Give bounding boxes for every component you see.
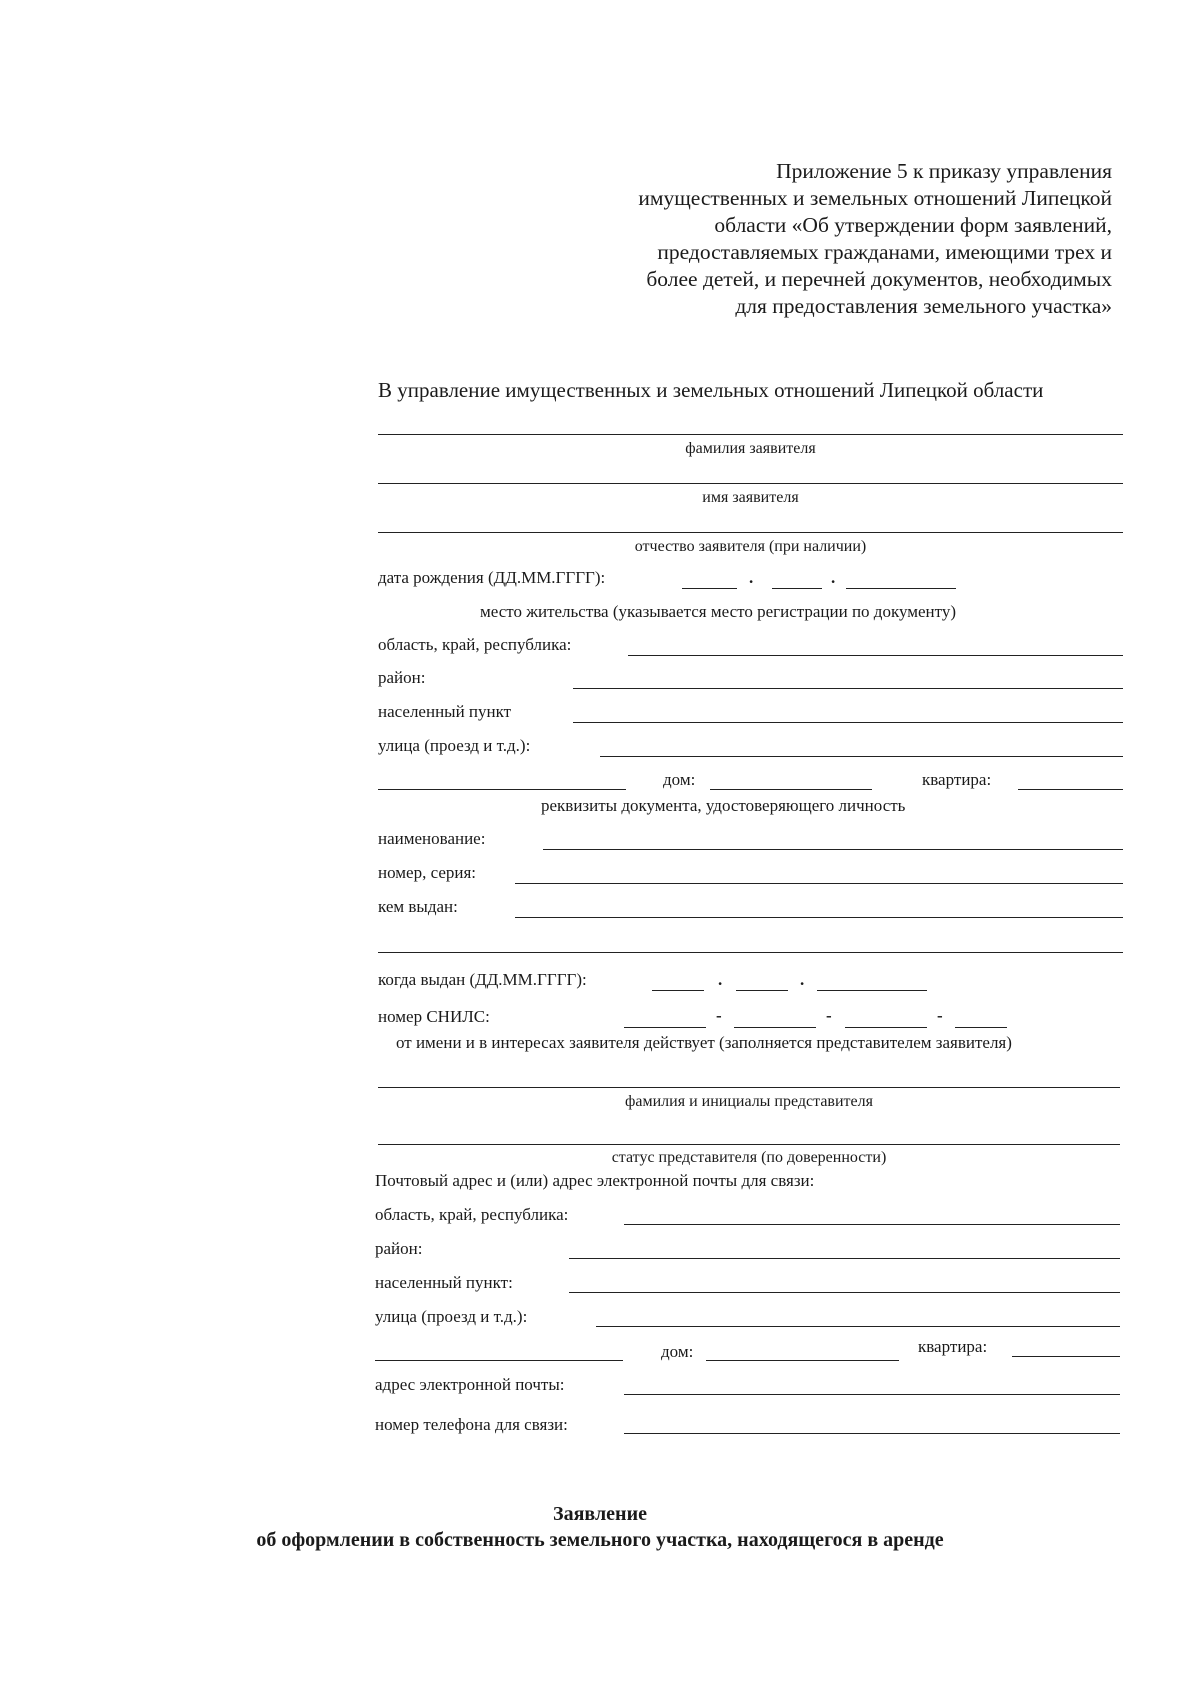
- issue-year-field[interactable]: [817, 990, 927, 991]
- postal-district-field[interactable]: [569, 1258, 1120, 1259]
- date-separator: .: [718, 970, 723, 989]
- snils-part-3-field[interactable]: [845, 1027, 927, 1028]
- residence-apartment-label: квартира:: [922, 770, 992, 789]
- statement-subtitle: об оформлении в собственность земельного участка, находящегося в аренде: [256, 1529, 944, 1551]
- residence-district-label: район:: [378, 668, 426, 687]
- postal-street-label: улица (проезд и т.д.):: [375, 1307, 528, 1326]
- snils-part-4-field[interactable]: [955, 1027, 1007, 1028]
- representative-name-field[interactable]: [378, 1087, 1120, 1088]
- name-field[interactable]: [378, 483, 1123, 484]
- issue-month-field[interactable]: [736, 990, 788, 991]
- identity-issue-date-label: когда выдан (ДД.ММ.ГГГГ):: [378, 970, 587, 989]
- identity-name-label: наименование:: [378, 829, 486, 848]
- appendix-line: для предоставления земельного участка»: [735, 294, 1112, 318]
- appendix-line: более детей, и перечней документов, необходимых: [646, 267, 1112, 291]
- patronymic-field[interactable]: [378, 532, 1123, 533]
- postal-region-field[interactable]: [624, 1224, 1120, 1225]
- date-separator: .: [831, 568, 836, 587]
- snils-part-2-field[interactable]: [734, 1027, 816, 1028]
- name-caption: имя заявителя: [702, 489, 799, 506]
- snils-separator: -: [937, 1006, 943, 1025]
- email-field[interactable]: [624, 1394, 1120, 1395]
- postal-apartment-label: квартира:: [918, 1337, 988, 1356]
- snils-part-1-field[interactable]: [624, 1027, 706, 1028]
- appendix-line: имущественных и земельных отношений Липецкой: [638, 186, 1112, 210]
- appendix-line: Приложение 5 к приказу управления: [776, 159, 1112, 183]
- snils-separator: -: [826, 1006, 832, 1025]
- patronymic-caption: отчество заявителя (при наличии): [634, 538, 867, 555]
- postal-region-label: область, край, республика:: [375, 1205, 569, 1224]
- birth-year-field[interactable]: [846, 588, 956, 589]
- surname-field[interactable]: [378, 434, 1123, 435]
- birth-month-field[interactable]: [772, 588, 822, 589]
- residence-heading: место жительства (указывается место регистрации по документу): [480, 602, 957, 621]
- appendix-line: области «Об утверждении форм заявлений,: [714, 213, 1112, 237]
- representative-status-caption: статус представителя (по доверенности): [611, 1149, 887, 1166]
- residence-district-field[interactable]: [573, 688, 1123, 689]
- residence-house-label: дом:: [663, 770, 696, 789]
- residence-locality-field[interactable]: [573, 722, 1123, 723]
- identity-number-field[interactable]: [515, 883, 1123, 884]
- date-separator: .: [800, 970, 805, 989]
- representative-name-caption: фамилия и инициалы представителя: [625, 1093, 873, 1110]
- statement-title: Заявление: [553, 1503, 647, 1525]
- residence-street-continued-field[interactable]: [378, 789, 626, 790]
- residence-street-field[interactable]: [600, 756, 1123, 757]
- postal-district-label: район:: [375, 1239, 423, 1258]
- phone-field[interactable]: [624, 1433, 1120, 1434]
- identity-number-label: номер, серия:: [378, 863, 477, 882]
- postal-apartment-field[interactable]: [1012, 1356, 1120, 1357]
- phone-label: номер телефона для связи:: [375, 1415, 568, 1434]
- postal-locality-field[interactable]: [569, 1292, 1120, 1293]
- postal-heading: Почтовый адрес и (или) адрес электронной почты для связи:: [375, 1171, 815, 1190]
- postal-street-continued-field[interactable]: [375, 1360, 623, 1361]
- identity-issuer-continued-field[interactable]: [378, 952, 1123, 953]
- residence-house-field[interactable]: [710, 789, 872, 790]
- residence-apartment-field[interactable]: [1018, 789, 1123, 790]
- postal-house-label: дом:: [661, 1342, 694, 1361]
- snils-label: номер СНИЛС:: [378, 1007, 490, 1026]
- postal-locality-label: населенный пункт:: [375, 1273, 513, 1292]
- addressee: В управление имущественных и земельных отношений Липецкой области: [378, 378, 1044, 402]
- date-separator: .: [749, 568, 754, 587]
- residence-region-label: область, край, республика:: [378, 635, 572, 654]
- identity-issuer-label: кем выдан:: [378, 897, 458, 916]
- residence-region-field[interactable]: [628, 655, 1123, 656]
- appendix-note: [552, 158, 1112, 320]
- identity-name-field[interactable]: [543, 849, 1123, 850]
- birth-date-label: дата рождения (ДД.ММ.ГГГГ):: [378, 568, 606, 587]
- residence-street-label: улица (проезд и т.д.):: [378, 736, 531, 755]
- residence-locality-label: населенный пункт: [378, 702, 512, 721]
- email-label: адрес электронной почты:: [375, 1375, 565, 1394]
- appendix-line: предоставляемых гражданами, имеющими трех и: [657, 240, 1112, 264]
- representative-status-field[interactable]: [378, 1144, 1120, 1145]
- identity-heading: реквизиты документа, удостоверяющего личность: [541, 796, 906, 815]
- representative-heading: от имени и в интересах заявителя действует (заполняется представителем заявителя): [396, 1033, 1012, 1052]
- surname-caption: фамилия заявителя: [685, 440, 816, 457]
- postal-street-field[interactable]: [596, 1326, 1120, 1327]
- birth-day-field[interactable]: [682, 588, 737, 589]
- issue-day-field[interactable]: [652, 990, 704, 991]
- snils-separator: -: [716, 1006, 722, 1025]
- identity-issuer-field[interactable]: [515, 917, 1123, 918]
- postal-house-field[interactable]: [706, 1360, 899, 1361]
